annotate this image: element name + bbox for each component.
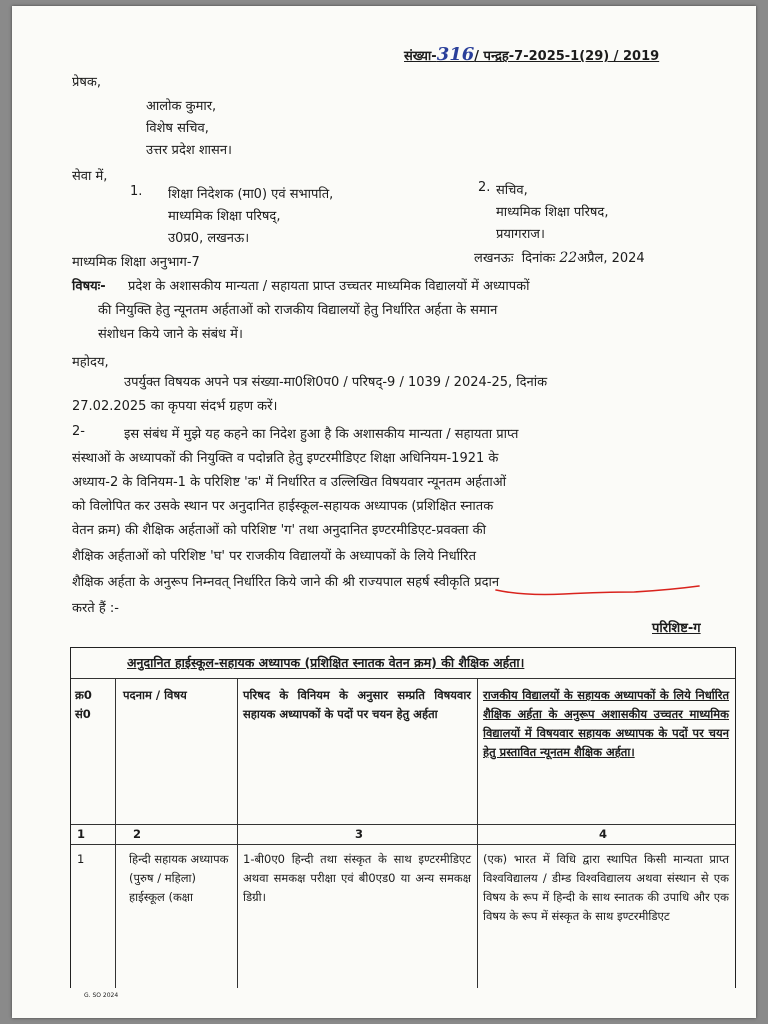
place-date: लखनऊः दिनांकः 22अप्रैल, 2024 bbox=[474, 250, 645, 266]
col-number-3: 3 bbox=[355, 827, 364, 841]
sender-office: उत्तर प्रदेश शासन। bbox=[146, 143, 232, 158]
para1-line2: 27.02.2025 का कृपया संदर्भ ग्रहण करें। bbox=[72, 399, 278, 414]
para2-line5: वेतन क्रम) की शैक्षिक अर्हताओं को परिशिष्ट 'ग' तथा अनुदानित इण्टरमीडिएट-प्रवक्ता की bbox=[72, 523, 486, 538]
red-pen-underline bbox=[494, 584, 704, 598]
recipient-2-line1: सचिव, bbox=[496, 183, 528, 198]
para1-line1: उपर्युक्त विषयक अपने पत्र संख्या-मा0शि0प0 / परिषद्-9 / 1039 / 2024-25, दिनांक bbox=[124, 375, 548, 390]
subject-line-1: प्रदेश के अशासकीय मान्यता / सहायता प्राप्त उच्चतर माध्यमिक विद्यालयों में अध्यापकों bbox=[128, 279, 530, 294]
col-number-2: 2 bbox=[133, 827, 142, 841]
subject-label: विषयः- bbox=[72, 279, 106, 294]
footer-code: G. SO 2024 bbox=[84, 992, 119, 999]
recipient-1-number: 1. bbox=[130, 184, 143, 199]
recipient-1-line1: शिक्षा निदेशक (मा0) एवं सभापति, bbox=[168, 187, 334, 202]
recipients-label: सेवा में, bbox=[72, 169, 108, 184]
row1-current-qualification: 1-बी0ए0 हिन्दी तथा संस्कृत के साथ इण्टरमीडिएट अथवा समकक्ष परीक्षा एवं बी0एड0 या अन्य समकक्ष डिग्री। bbox=[243, 852, 471, 904]
para2-line2: संस्थाओं के अध्यापकों की नियुक्ति व पदोन्नति हेतु इण्टरमीडिएट शिक्षा अधिनियम-1921 के bbox=[72, 451, 499, 466]
sender-designation: विशेष सचिव, bbox=[146, 121, 209, 136]
recipient-1-line2: माध्यमिक शिक्षा परिषद्, bbox=[168, 209, 281, 224]
sender-name: आलोक कुमार, bbox=[146, 99, 217, 114]
row1-post: हिन्दी सहायक अध्यापक (पुरुष / महिला) हाईस्कूल (कक्षा bbox=[129, 852, 229, 904]
header-post: पदनाम / विषय bbox=[123, 688, 187, 702]
row1-serial: 1 bbox=[77, 852, 85, 866]
qualification-table bbox=[70, 647, 736, 988]
recipient-2-line2: माध्यमिक शिक्षा परिषद, bbox=[496, 205, 609, 220]
header-proposed-qualification: राजकीय विद्यालयों के सहायक अध्यापकों के लिये निर्धारित शैक्षिक अर्हता के अनुरूप अशासकीय उच्चतर माध्यमिक विद्यालयों में विषयवार सहायक अध्यापक के पदों पर चयन हेतु प्रस्तावित न्यूनतम शैक्षिक अर्हता। bbox=[483, 688, 729, 759]
annexure-label: परिशिष्ट-ग bbox=[652, 621, 701, 636]
recipient-2-line3: प्रयागराज। bbox=[496, 227, 545, 242]
para2-line3: अध्याय-2 के विनियम-1 के परिशिष्ट 'क' में निर्धारित व उल्लिखित विषयवार न्यूनतम अर्हताओं bbox=[72, 475, 507, 490]
recipient-1-line3: उ0प्र0, लखनऊ। bbox=[168, 231, 250, 246]
col-number-1: 1 bbox=[77, 827, 86, 841]
col-number-4: 4 bbox=[599, 827, 608, 841]
row1-proposed-qualification: (एक) भारत में विधि द्वारा स्थापित किसी मान्यता प्राप्त विश्वविद्यालय / डीम्ड विश्वविद्यालय अथवा संस्थान से एक विषय के रूप में हिन्दी के साथ स्नातक की उपाधि और एक विषय के रूप में संस्कृत के साथ इण्टरमीडिएट bbox=[483, 852, 729, 923]
handwritten-date: 22 bbox=[559, 250, 578, 266]
para2-number: 2- bbox=[72, 424, 85, 439]
header-current-qualification: परिषद के विनियम के अनुसार सम्प्रति विषयवार सहायक अध्यापकों के पदों पर चयन हेतु अर्हता bbox=[243, 688, 471, 721]
subject-line-3: संशोधन किये जाने के संबंध में। bbox=[98, 327, 243, 342]
table-title: अनुदानित हाईस्कूल-सहायक अध्यापक (प्रशिक्षित स्नातक वेतन क्रम) की शैक्षिक अर्हता। bbox=[127, 655, 525, 670]
para2-line4: को विलोपित कर उसके स्थान पर अनुदानित हाईस्कूल-सहायक अध्यापक (प्रशिक्षित स्नातक bbox=[72, 499, 494, 514]
para2-line1: इस संबंध में मुझे यह कहने का निदेश हुआ है कि अशासकीय मान्यता / सहायता प्राप्त bbox=[124, 427, 519, 442]
para2-line8: करते हैं :- bbox=[72, 601, 119, 616]
para2-line6: शैक्षिक अर्हताओं को परिशिष्ट 'घ' पर राजकीय विद्यालयों के अध्यापकों के लिये निर्धारित bbox=[72, 549, 477, 564]
subject-line-2: की नियुक्ति हेतु न्यूनतम अर्हताओं को राजकीय विद्यालयों हेतु निर्धारित अर्हता के समान bbox=[98, 303, 498, 318]
para2-line7: शैक्षिक अर्हता के अनुरूप निम्नवत् निर्धारित किये जाने की श्री राज्यपाल सहर्ष स्वीकृति प्रदान bbox=[72, 575, 500, 590]
handwritten-number: 316 bbox=[436, 44, 475, 65]
reference-number: संख्या-316/ पन्द्रह-7-2025-1(29) / 2019 bbox=[404, 44, 660, 65]
header-serial: क्र0 सं0 bbox=[75, 688, 92, 721]
sender-label: प्रेषक, bbox=[72, 75, 102, 90]
letter-page bbox=[12, 6, 756, 1018]
salutation: महोदय, bbox=[72, 355, 109, 370]
section-name: माध्यमिक शिक्षा अनुभाग-7 bbox=[72, 255, 200, 270]
recipient-2-number: 2. bbox=[478, 180, 491, 195]
